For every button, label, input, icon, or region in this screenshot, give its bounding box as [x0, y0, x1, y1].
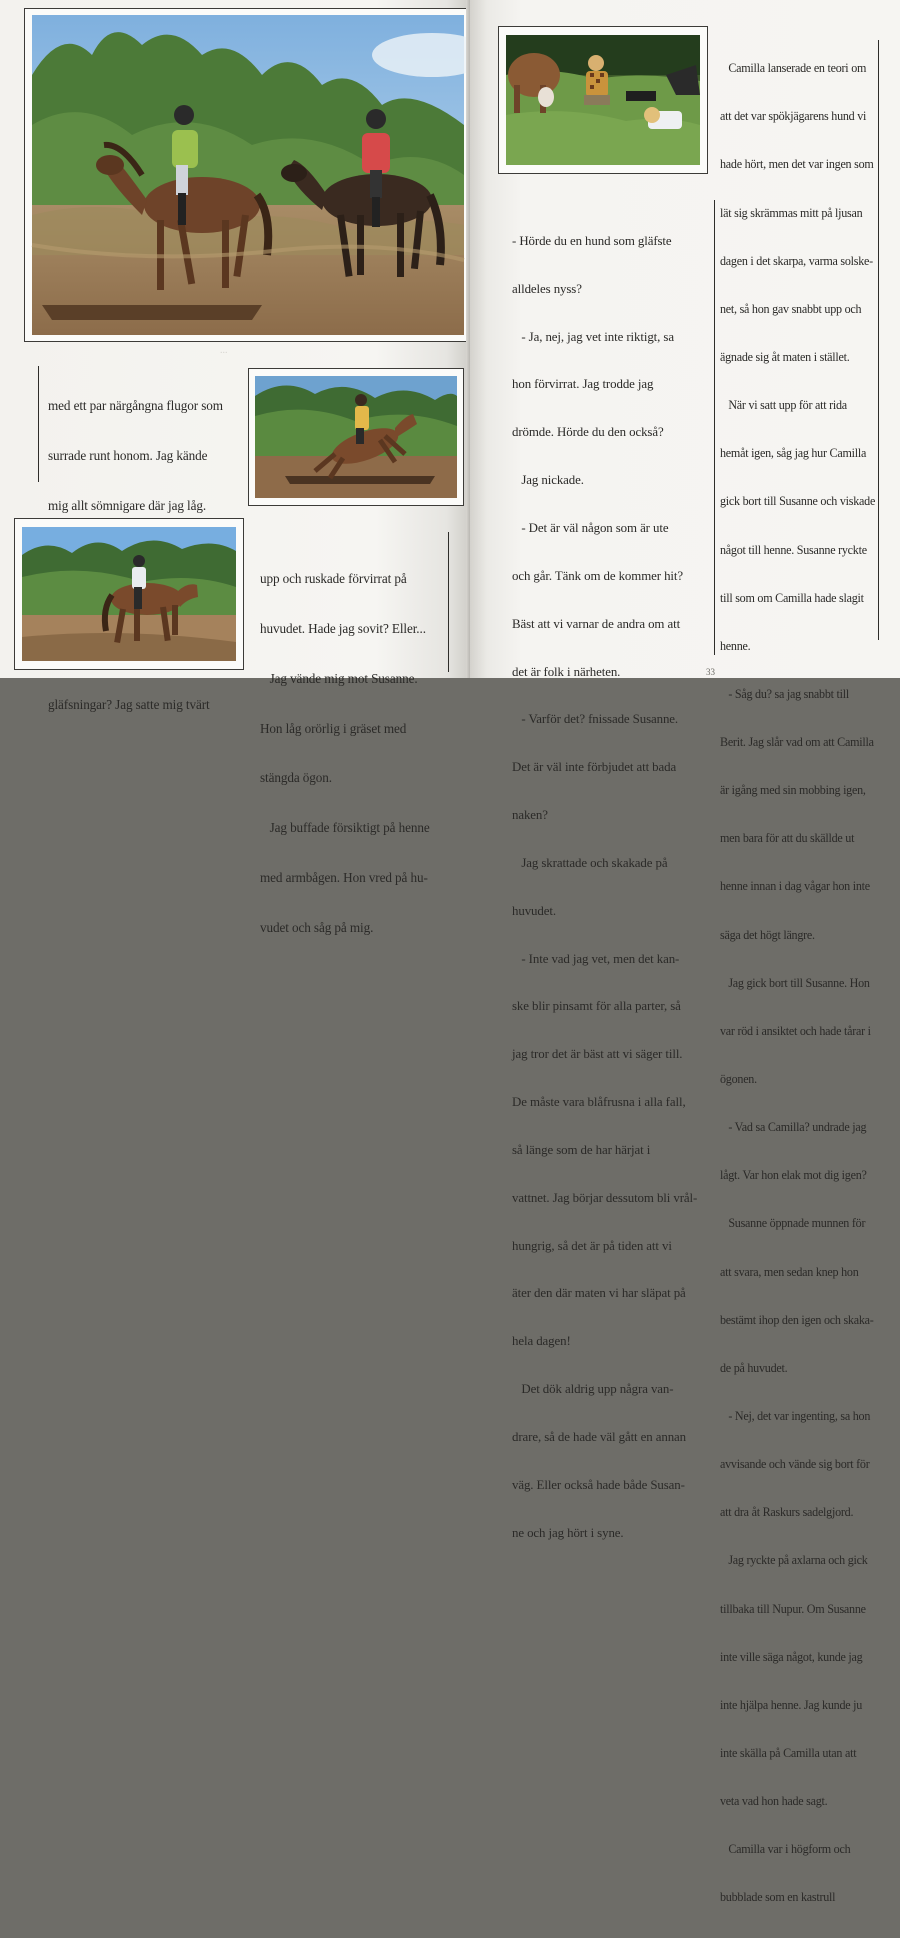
text-line: Jag skrattade och skakade på — [512, 855, 668, 870]
text-line: net, så hon gav snabbt upp och — [720, 301, 862, 316]
text-line: vudet och såg på mig. — [260, 919, 374, 935]
text-line: När vi satt upp för att rida — [720, 398, 847, 413]
text-line: var röd i ansiktet och hade tårar i — [720, 1023, 871, 1038]
text-line: ne och jag hört i syne. — [512, 1525, 624, 1540]
text-line: ske blir pinsamt för alla parter, så — [512, 999, 681, 1014]
two-riders-photo-frame — [24, 8, 470, 342]
text-line: inte ville säga något, kunde jag — [720, 1649, 863, 1664]
column-rule — [878, 40, 879, 640]
left-text-block-2 — [260, 538, 430, 969]
text-line: Det är väl inte förbjudet att bada — [512, 760, 677, 775]
text-line: henne innan i dag vågar hon inte — [720, 879, 870, 894]
text-line: lät sig skrämmas mitt på ljusan — [720, 205, 863, 220]
rider-jumping-photo-frame — [248, 368, 464, 506]
resting-riders-photo — [506, 35, 700, 165]
text-line: Bäst att vi varnar de andra om att — [512, 616, 681, 631]
text-line: Camilla var i högform och — [720, 1842, 851, 1857]
column-rule — [38, 366, 39, 482]
text-line: Susanne öppnade munnen för — [720, 1216, 866, 1231]
ghost-text-1: ... — [220, 345, 228, 356]
text-line: något till henne. Susanne ryckte — [720, 542, 867, 557]
column-rule — [448, 532, 449, 672]
text-line: mig allt sömnigare där jag låg. — [48, 497, 207, 513]
text-line: De måste vara blåfrusna i alla fall, — [512, 1095, 686, 1110]
text-line: jag tror det är bäst att vi säger till. — [512, 1047, 683, 1062]
text-line: upp och ruskade förvirrat på — [260, 571, 407, 587]
text-line: Hon låg orörlig i gräset med — [260, 720, 407, 736]
text-line: bubblade som en kastrull — [720, 1890, 836, 1905]
text-line: - Ja, nej, jag vet inte riktigt, sa — [512, 329, 674, 344]
text-line: tillbaka till Nupur. Om Susanne — [720, 1601, 866, 1616]
text-line: att svara, men sedan knep hon — [720, 1264, 859, 1279]
text-line: - Nej, det var ingenting, sa hon — [720, 1409, 871, 1424]
text-line: drömde. Hörde du den också? — [512, 425, 664, 440]
text-line: hon förvirrat. Jag trodde jag — [512, 377, 654, 392]
two-riders-photo — [32, 15, 464, 335]
text-line: bestämt ihop den igen och skaka- — [720, 1312, 874, 1327]
page-number: 33 — [706, 667, 715, 677]
text-line: Jag ryckte på axlarna och gick — [720, 1553, 868, 1568]
text-line: - Hörde du en hund som gläfste — [512, 233, 672, 248]
rider-jumping-photo — [255, 376, 457, 498]
text-line: till som om Camilla hade slagit — [720, 590, 864, 605]
text-line: stängda ögon. — [260, 770, 332, 786]
text-line: Berit. Jag slår vad om att Camilla — [720, 735, 874, 750]
text-line: alldeles nyss? — [512, 281, 582, 296]
resting-riders-photo-frame — [498, 26, 708, 174]
text-line: - Såg du? sa jag snabbt till — [720, 686, 849, 701]
text-line: - Varför det? fnissade Susanne. — [512, 712, 679, 727]
text-line: huvudet. Hade jag sovit? Eller... — [260, 620, 426, 636]
text-line: säga det högt längre. — [720, 927, 815, 942]
text-line: vattnet. Jag börjar dessutom bli vrål- — [512, 1190, 698, 1205]
right-column-1 — [512, 202, 697, 1574]
text-line: naken? — [512, 808, 548, 823]
text-line: Jag vände mig mot Susanne. — [260, 670, 418, 686]
text-line: och går. Tänk om de kommer hit? — [512, 568, 683, 583]
text-line: Jag buffade försiktigt på henne — [260, 820, 430, 836]
text-line: det är folk i närheten. — [512, 664, 621, 679]
text-line: lågt. Var hon elak mot dig igen? — [720, 1168, 867, 1183]
text-line: veta vad hon hade sagt. — [720, 1794, 828, 1809]
text-line: hade hört, men det var ingen som — [720, 157, 874, 172]
text-line: inte hjälpa henne. Jag kunde ju — [720, 1697, 863, 1712]
text-line: ägnade sig åt maten i stället. — [720, 349, 850, 364]
text-line: dagen i det skarpa, varma solske- — [720, 253, 873, 268]
text-line: surrade runt honom. Jag kände — [48, 447, 208, 463]
text-line: att det var spökjägarens hund vi — [720, 109, 867, 124]
text-line: att dra åt Raskurs sadelgjord. — [720, 1505, 854, 1520]
text-line: gläfsningar? Jag satte mig tvärt — [48, 696, 210, 712]
text-line: Jag nickade. — [512, 473, 584, 488]
text-line: henne. — [720, 638, 751, 653]
left-page — [0, 0, 470, 935]
text-line: Camilla lanserade en teori om — [720, 61, 867, 76]
text-line: avvisande och vände sig bort för — [720, 1457, 870, 1472]
text-line: väg. Eller också hade både Susan- — [512, 1477, 685, 1492]
text-line: hela dagen! — [512, 1334, 571, 1349]
text-line: huvudet. — [512, 903, 556, 918]
text-line: Jag gick bort till Susanne. Hon — [720, 975, 870, 990]
text-line: med armbågen. Hon vred på hu- — [260, 869, 428, 885]
text-line: ögonen. — [720, 1072, 757, 1087]
text-line: - Inte vad jag vet, men det kan- — [512, 951, 680, 966]
text-line: drare, så de hade väl gått en annan — [512, 1430, 687, 1444]
text-line: de på huvudet. — [720, 1360, 788, 1375]
text-line: är igång med sin mobbing igen, — [720, 783, 866, 798]
text-line: - Vad sa Camilla? undrade jag — [720, 1120, 867, 1135]
right-page — [470, 0, 900, 1905]
text-line: men bara för att du skällde ut — [720, 831, 855, 846]
text-line: gick bort till Susanne och viskade — [720, 494, 876, 509]
text-line: så länge som de har härjat i — [512, 1142, 651, 1157]
right-column-2 — [720, 28, 875, 1938]
text-line: inte skälla på Camilla utan att — [720, 1746, 857, 1761]
text-line: - Det är väl någon som är ute — [512, 520, 669, 535]
column-rule — [714, 200, 715, 655]
rider-brown-horse-photo-frame — [14, 518, 244, 670]
text-line: hemåt igen, såg jag hur Camilla — [720, 446, 867, 461]
text-line: med ett par närgångna flugor som — [48, 398, 223, 414]
rider-brown-horse-photo — [22, 527, 236, 661]
text-line: äter den där maten vi har släpat på — [512, 1286, 686, 1301]
text-line: hungrig, så det är på tiden att vi — [512, 1238, 672, 1253]
text-line: Det dök aldrig upp några van- — [512, 1382, 674, 1397]
